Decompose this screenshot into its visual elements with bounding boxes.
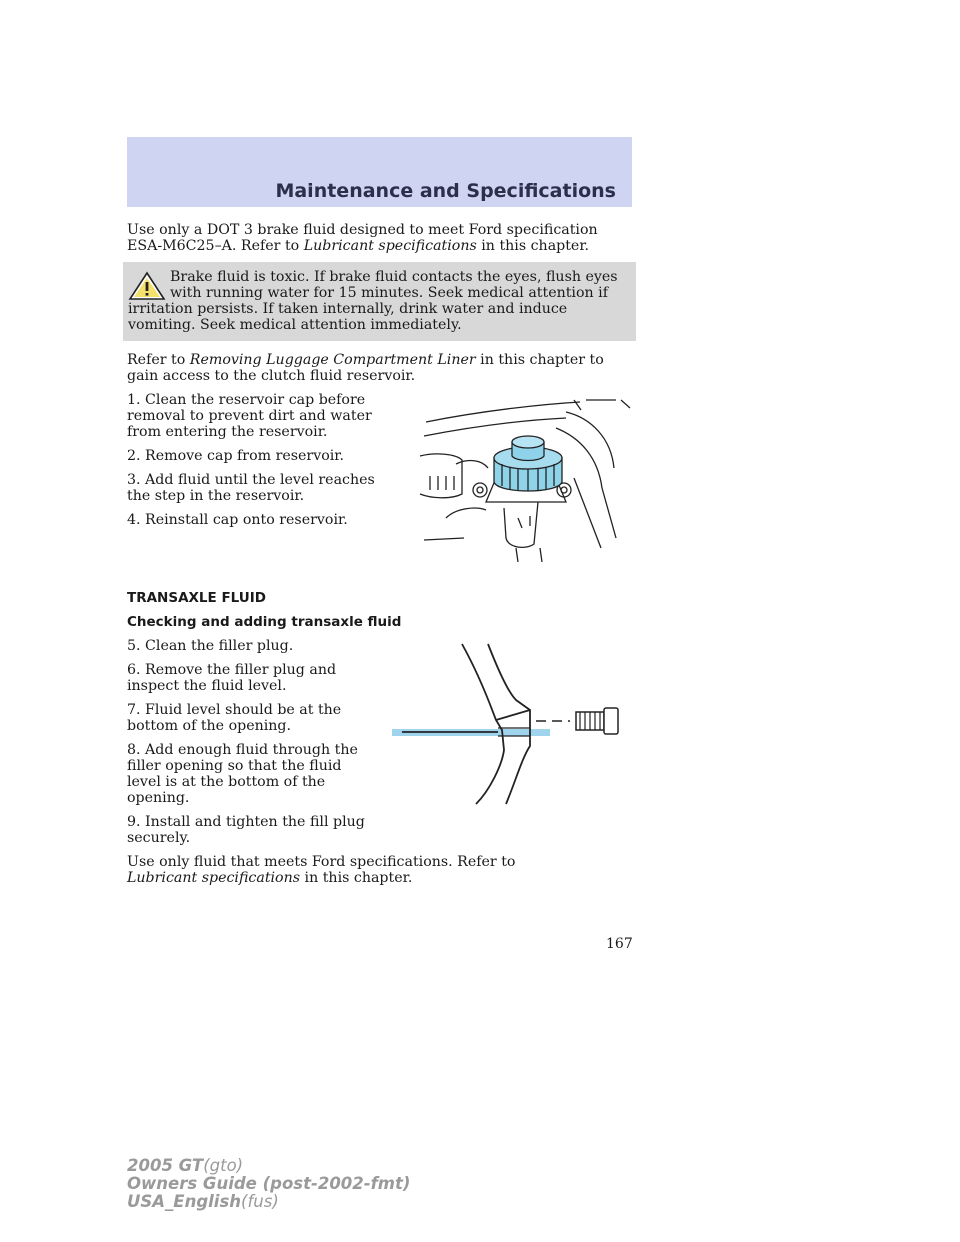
- warning-triangle-icon: [128, 271, 166, 301]
- luggage-liner-ref: Removing Luggage Compartment Liner: [189, 352, 476, 368]
- step-item: 6. Remove the filler plug and inspect the fluid level.: [127, 662, 337, 694]
- step-item: 5. Clean the filler plug.: [127, 638, 294, 654]
- clutch-steps: [127, 392, 377, 528]
- section-title: Maintenance and Specifications: [275, 180, 616, 202]
- lubricant-spec-ref: Lubricant specifications: [303, 238, 477, 254]
- footer-model-code: (gto): [203, 1156, 244, 1175]
- warning-text: Brake fluid is toxic. If brake fluid contacts the eyes, flush eyes with running water for 15 minutes. Seek medical attention if irritation persists. If taken internally, drink water and induce vomiting. Seek medical attention immediately.: [128, 269, 618, 333]
- intro-paragraph: [127, 222, 632, 254]
- step-item: 8. Add enough fluid through the filler opening so that the fluid level is at the bottom of the opening.: [127, 742, 358, 806]
- step-item: 9. Install and tighten the fill plug securely.: [127, 814, 365, 846]
- footer-line-3: [127, 1193, 410, 1211]
- lubricant-spec-ref-2: Lubricant specifications: [127, 870, 301, 886]
- document-footer: [127, 1157, 410, 1211]
- footer-model: 2005 GT: [127, 1156, 204, 1175]
- transaxle-subheading: Checking and adding transaxle fluid: [127, 614, 402, 630]
- footer-language-code: (fus): [241, 1192, 279, 1211]
- transaxle-heading: TRANSAXLE FLUID: [127, 590, 266, 606]
- final-text: Use only fluid that meets Ford specifications. Refer to: [127, 854, 516, 870]
- step-item: 3. Add fluid until the level reaches the step in the reservoir.: [127, 472, 375, 504]
- step-item: 7. Fluid level should be at the bottom of the opening.: [127, 702, 342, 734]
- transaxle-steps: [127, 638, 377, 846]
- footer-line-1: [127, 1157, 410, 1175]
- warning-box: [123, 262, 636, 341]
- access-text: Refer to: [127, 352, 190, 368]
- footer-line-2: Owners Guide (post-2002-fmt): [127, 1174, 411, 1193]
- step-item: 2. Remove cap from reservoir.: [127, 448, 345, 464]
- intro-text: Use only a DOT 3 brake fluid designed to meet Ford specification ESA-M6C25–A. Refer to: [127, 222, 598, 254]
- intro-text-end: in this chapter.: [476, 238, 590, 254]
- section-header: [127, 137, 632, 207]
- access-paragraph: [127, 352, 632, 384]
- step-item: 4. Reinstall cap onto reservoir.: [127, 512, 348, 528]
- page-number: 167: [606, 936, 633, 952]
- final-text-end: in this chapter.: [300, 870, 413, 886]
- filler-plug-illustration: [392, 640, 632, 810]
- final-paragraph: [127, 854, 587, 886]
- access-text-end: in this chapter to gain access to the clutch fluid reservoir.: [127, 352, 604, 384]
- step-item: 1. Clean the reservoir cap before removal to prevent dirt and water from entering the reservoir.: [127, 392, 372, 440]
- footer-language: USA_English: [127, 1192, 242, 1211]
- reservoir-illustration: [416, 398, 632, 562]
